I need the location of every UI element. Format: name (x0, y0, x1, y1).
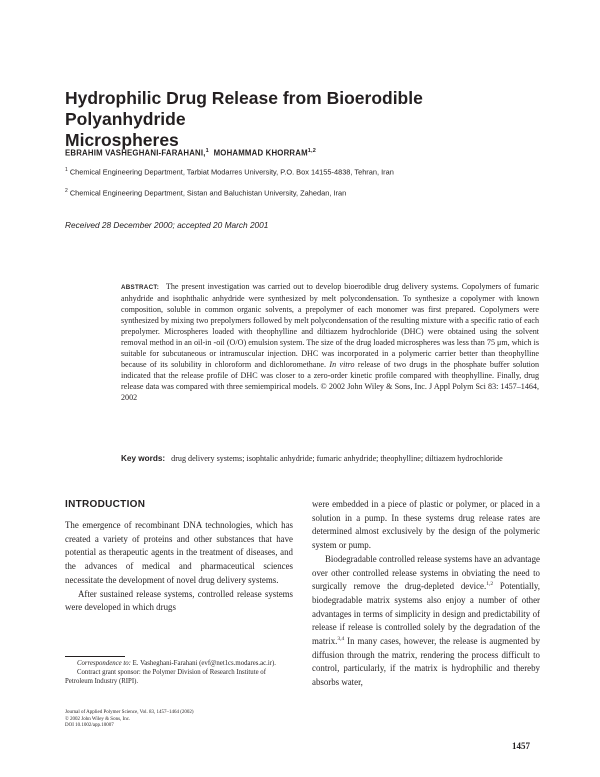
received-dates: Received 28 December 2000; accepted 20 March 2001 (65, 220, 269, 230)
author-1-affil: 1 (205, 148, 209, 154)
column-left (65, 519, 293, 615)
keywords-text: drug delivery systems; isophtalic anhydride; fumaric anhydride; theophylline; diltiazem hydrochloride (171, 454, 503, 463)
intro-paragraph-4-a: Biodegradable controlled release systems have an advantage over other controlled release systems in obviating the need to surgically remove the drug-depleted device. (312, 553, 540, 592)
column-right (312, 498, 540, 690)
intro-paragraph-2: After sustained release systems, controlled release systems were developed in which drugs (65, 588, 293, 613)
affiliation-1-number: 1 (65, 167, 68, 173)
author-2-affil: 1,2 (307, 148, 317, 154)
section-heading-introduction: INTRODUCTION (65, 499, 146, 510)
footnote-correspondence (65, 659, 293, 668)
journal-citation: Journal of Applied Polymer Science, Vol. 83, 1457–1464 (2002) (65, 710, 194, 715)
intro-paragraph-4-c: In many cases, however, the release is augmented by diffusion through the matrix, rendering the process difficult to control, particularly, if the matrix is hydrophilic and thereby absorbs water, (312, 636, 541, 688)
footnotes (65, 659, 293, 687)
affiliation-2 (65, 188, 346, 197)
author-1: EBRAHIM VASHEGHANI-FARAHANI, (65, 148, 206, 158)
journal-doi: DOI 10.1002/app.10007 (65, 723, 114, 729)
title-line-2: Microspheres (65, 130, 179, 150)
correspondence-label: Correspondence to: (77, 660, 131, 667)
paper-title (65, 88, 545, 151)
affiliation-1 (65, 167, 394, 176)
abstract-in-vitro: In vitro (329, 360, 355, 370)
title-line-1: Hydrophilic Drug Release from Bioerodible Polyanhydride (65, 88, 423, 129)
affiliation-2-number: 2 (65, 188, 68, 194)
page-number: 1457 (512, 741, 530, 751)
correspondence-text: E. Vasheghani-Farahani (evf@net1cs.modares.ac.ir). (132, 660, 276, 667)
citation-3-4: 3,4 (337, 636, 345, 643)
author-2: MOHAMMAD KHORRAM (213, 148, 308, 158)
journal-info (65, 710, 194, 730)
footnote-grant: Contract grant sponsor: the Polymer Division of Research Institute of Petroleum Industry (RIPI). (65, 669, 266, 686)
intro-paragraph-4-b: Potentially, biodegradable matrix systems also enjoy a number of other advantages in terms of simplicity in design and predictability of release if release is controlled solely by the degradation of the matrix. (312, 581, 540, 647)
affiliation-1-text: Chemical Engineering Department, Tarbiat Modarres University, P.O. Box 14155-4838, Tehran, Iran (69, 167, 394, 177)
intro-paragraph-4 (312, 553, 540, 690)
footnote-divider (65, 656, 125, 657)
abstract-label: ABSTRACT: (121, 284, 160, 291)
intro-paragraph-3: were embedded in a piece of plastic or polymer, or placed in a solution in a pump. In these systems drug release rates are determined almost exclusively by the design of the polymeric system or pump. (312, 499, 540, 551)
intro-paragraph-1: The emergence of recombinant DNA technologies, which has created a variety of proteins and other substances that have potential as therapeutic agents in the treatment of diseases, and the advances of medical and pharmaceutical sciences necessitate the development of novel drug delivery systems. (65, 520, 293, 585)
abstract-text-b: release of two drugs in the phosphate buffer solution indicated that the release profile of DHC was closer to a zero-order kinetic profile compared with theophylline. Finally, drug release data was compared with three semiempirical models. © 2002 John Wiley & Sons, Inc. J Appl Polym Sci 83: 1457–1464, 2002 (121, 360, 539, 403)
citation-1-2: 1,2 (486, 581, 494, 588)
keywords-label: Key words: (121, 454, 166, 463)
affiliation-2-text: Chemical Engineering Department, Sistan and Baluchistan University, Zahedan, Iran (69, 188, 347, 198)
author-list (65, 148, 316, 158)
journal-copyright: © 2002 John Wiley & Sons, Inc. (65, 716, 131, 722)
abstract-text-a: The present investigation was carried out to develop bioerodible drug delivery systems. Copolymers of fumaric anhydride and isophthalic anhydride were synthesized by melt polycondensation. To synthesize a copolymer with known composition, soluble in common organic solvents, a prepolymer of each monomer was first prepared. Copolymers were synthesized by mixing two prepolymers followed by melt polycondensation of the resulting mixture with a specific ratio of each prepolymer. Microspheres loaded with theophylline and diltiazem hydrochloride (DHC) were obtained using the solvent removal method in an oil-in -oil (O/O) emulsion system. The size of the drug loaded microspheres was less than 75 μm, which is suitable for subcutaneous or intramuscular injection. DHC was incorporated in a polymeric carrier better than theophylline because of its solubility in chloroform and dichloromethane. (121, 282, 539, 370)
keywords (121, 453, 539, 464)
abstract (121, 281, 539, 404)
